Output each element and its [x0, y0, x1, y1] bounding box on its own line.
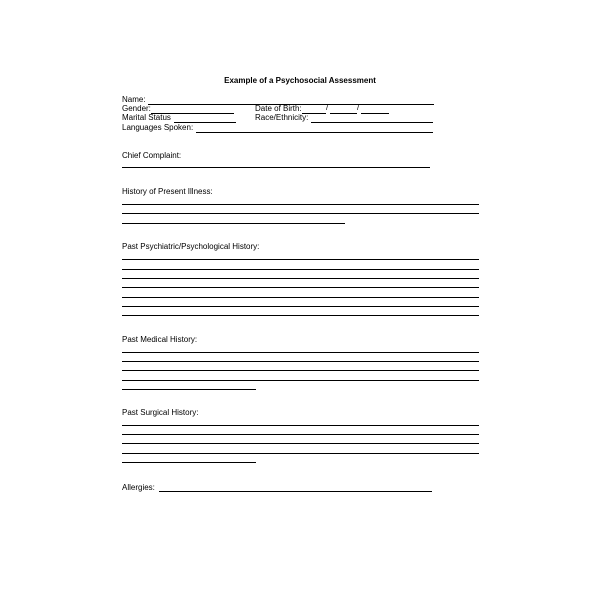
gender-label: Gender:: [122, 104, 151, 113]
languages-spoken-label: Languages Spoken:: [122, 123, 194, 132]
dob-day-line[interactable]: [330, 113, 357, 114]
past-psychiatric-line-2[interactable]: [122, 269, 479, 270]
past-medical-history-label: Past Medical History:: [122, 335, 198, 344]
history-present-illness-line-1[interactable]: [122, 204, 479, 205]
race-ethnicity-label: Race/Ethnicity:: [255, 113, 309, 122]
history-present-illness-label: History of Present Illness:: [122, 187, 213, 196]
past-surgical-line-5[interactable]: [122, 462, 256, 463]
past-psychiatric-line-3[interactable]: [122, 278, 479, 279]
chief-complaint-label: Chief Complaint:: [122, 151, 182, 160]
history-present-illness-line-3[interactable]: [122, 223, 345, 224]
date-of-birth-label: Date of Birth:: [255, 104, 302, 113]
dob-separator-1: /: [326, 103, 329, 112]
allergies-line[interactable]: [159, 491, 432, 492]
past-medical-line-5[interactable]: [122, 389, 256, 390]
past-medical-line-2[interactable]: [122, 361, 479, 362]
languages-spoken-line[interactable]: [196, 132, 433, 133]
past-surgical-line-4[interactable]: [122, 453, 479, 454]
dob-separator-2: /: [357, 103, 360, 112]
past-psychiatric-line-6[interactable]: [122, 306, 479, 307]
past-psychiatric-line-5[interactable]: [122, 297, 479, 298]
past-psychiatric-history-label: Past Psychiatric/Psychological History:: [122, 242, 260, 251]
past-medical-line-3[interactable]: [122, 370, 479, 371]
race-ethnicity-line[interactable]: [311, 122, 433, 123]
allergies-label: Allergies:: [122, 483, 155, 492]
past-surgical-history-label: Past Surgical History:: [122, 408, 199, 417]
past-surgical-line-3[interactable]: [122, 443, 479, 444]
past-surgical-line-1[interactable]: [122, 425, 479, 426]
marital-status-label: Marital Status: [122, 113, 171, 122]
history-present-illness-line-2[interactable]: [122, 213, 479, 214]
dob-year-line[interactable]: [361, 113, 389, 114]
past-psychiatric-line-7[interactable]: [122, 315, 479, 316]
past-medical-line-4[interactable]: [122, 380, 479, 381]
past-psychiatric-line-1[interactable]: [122, 259, 479, 260]
name-label: Name:: [122, 95, 146, 104]
past-psychiatric-line-4[interactable]: [122, 287, 479, 288]
past-medical-line-1[interactable]: [122, 352, 479, 353]
form-title: Example of a Psychosocial Assessment: [224, 76, 376, 85]
chief-complaint-line[interactable]: [122, 167, 430, 168]
past-surgical-line-2[interactable]: [122, 434, 479, 435]
